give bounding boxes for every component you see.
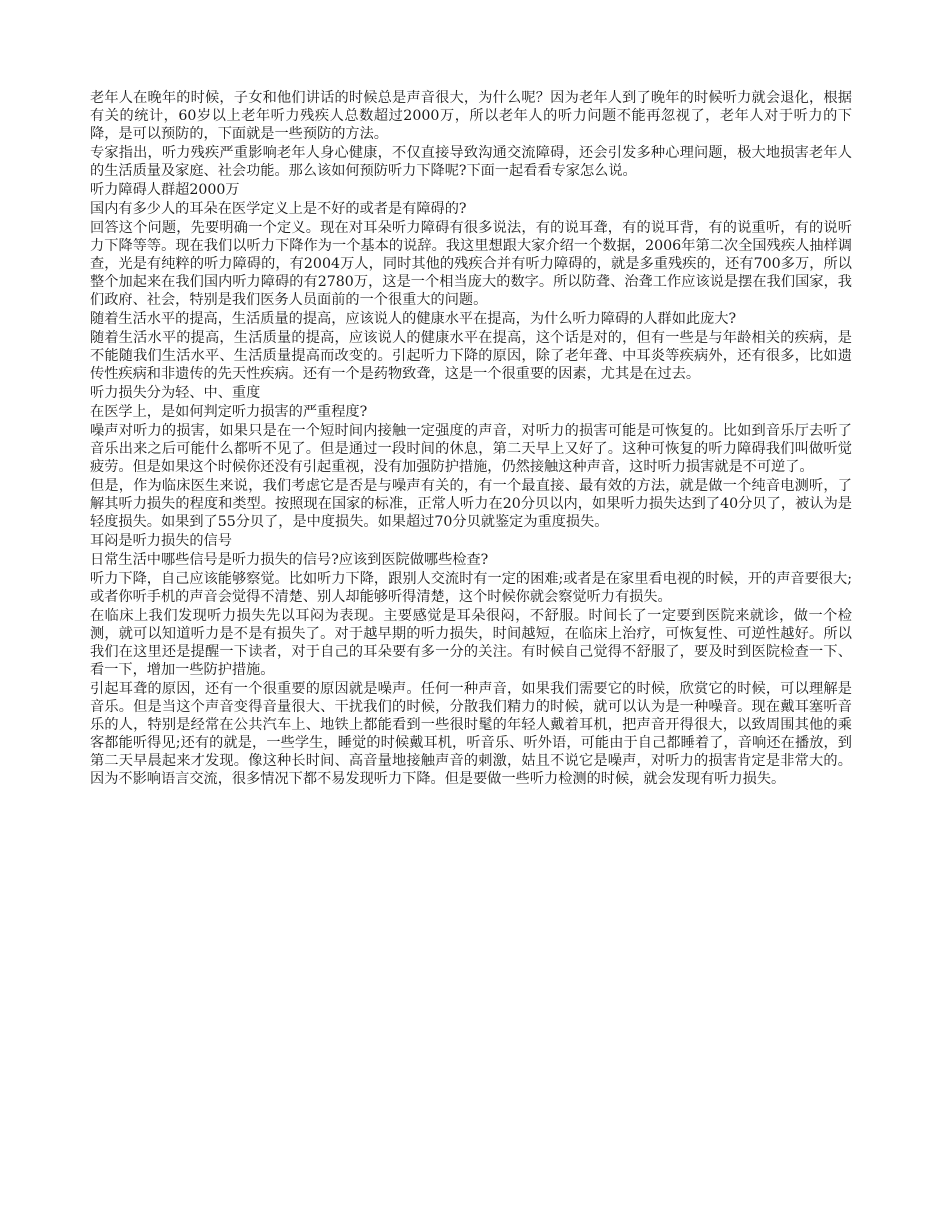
question-paragraph: 在医学上，是如何判定听力损害的严重程度? <box>90 404 368 420</box>
section-heading-hearing-loss-levels: 听力损失分为轻、中、重度 <box>90 385 261 401</box>
article-body <box>90 89 852 789</box>
section-heading-ear-stuffiness-signal: 耳闷是听力损失的信号 <box>90 533 232 549</box>
answer-paragraph: 噪声对听力的损害，如果只是在一个短时间内接触一定强度的声音，对听力的损害可能是可恢复的。比如到音乐厅去听了音乐出来之后可能什么都听不见了。但是通过一段时间的休息，第二天早上又好了。这种可恢复的听力障碍我们叫做听觉疲劳。但是如果这个时候你还没有引起重视，没有加强防护措施，仍然接触这种声音，这时听力损害就是不可逆了。 <box>90 423 852 475</box>
question-paragraph: 随着生活水平的提高，生活质量的提高，应该说人的健康水平在提高，为什么听力障碍的人群如此庞大? <box>90 311 737 327</box>
answer-paragraph: 在临床上我们发现听力损失先以耳闷为表现。主要感觉是耳朵很闷，不舒服。时间长了一定要到医院来就诊，做一个检测，就可以知道听力是不是有损失了。对于越早期的听力损失，时间越短，在临床上治疗，可恢复性、可逆性越好。所以我们在这里还是提醒一下读者，对于自己的耳朵要有多一分的关注。有时候自己觉得不舒服了，要及时到医院检查一下、看一下，增加一些防护措施。 <box>90 608 852 678</box>
section-heading-hearing-impaired-population: 听力障碍人群超2000万 <box>90 182 240 198</box>
answer-paragraph: 听力下降，自己应该能够察觉。比如听力下降，跟别人交流时有一定的困难;或者是在家里看电视的时候，开的声音要很大;或者你听手机的声音会觉得不清楚、别人却能够听得清楚，这个时候你就会察觉听力有损失。 <box>90 571 852 605</box>
intro-paragraph: 老年人在晚年的时候，子女和他们讲话的时候总是声音很大，为什么呢？因为老年人到了晚年的时候听力就会退化，根据有关的统计，60岁以上老年听力残疾人总数超过2000万，所以老年人的听力问题不能再忽视了，老年人对于听力的下降，是可以预防的，下面就是一些预防的方法。 <box>90 90 852 142</box>
answer-paragraph: 随着生活水平的提高，生活质量的提高，应该说人的健康水平在提高，这个话是对的，但有一些是与年龄相关的疾病，是不能随我们生活水平、生活质量提高而改变的。引起听力下降的原因，除了老年聋、中耳炎等疾病外，还有很多，比如遗传性疾病和非遗传的先天性疾病。还有一个是药物致聋，这是一个很重要的因素，尤其是在过去。 <box>90 330 852 382</box>
expert-paragraph: 专家指出，听力残疾严重影响老年人身心健康，不仅直接导致沟通交流障碍，还会引发多种心理问题，极大地损害老年人的生活质量及家庭、社会功能。那么该如何预防听力下降呢?下面一起看看专家怎么说。 <box>90 145 852 179</box>
answer-paragraph: 回答这个问题，先要明确一个定义。现在对耳朵听力障碍有很多说法，有的说耳聋，有的说耳背，有的说重听，有的说听力下降等等。现在我们以听力下降作为一个基本的说辞。我这里想跟大家介绍一个数据，2006年第二次全国残疾人抽样调查，光是有纯粹的听力障碍的，有2004万人，同时其他的残疾合并有听力障碍的，就是多重残疾的，还有700多万，所以整个加起来在我们国内听力障碍的有2780万，这是一个相当庞大的数字。所以防聋、治聋工作应该说是摆在我们国家，我们政府、社会，特别是我们医务人员面前的一个很重大的问题。 <box>90 220 852 308</box>
answer-paragraph: 引起耳聋的原因，还有一个很重要的原因就是噪声。任何一种声音，如果我们需要它的时候，欣赏它的时候，可以理解是音乐。但是当这个声音变得音量很大、干扰我们的时候，分散我们精力的时候，就可以认为是一种噪音。现在戴耳塞听音乐的人，特别是经常在公共汽车上、地铁上都能看到一些很时髦的年轻人戴着耳机，把声音开得很大，以致周围其他的乘客都能听得见;还有的就是，一些学生，睡觉的时候戴耳机，听音乐、听外语，可能由于自己都睡着了，音响还在播放，到第二天早晨起来才发现。像这种长时间、高音量地接触声音的刺激，姑且不说它是噪声，对听力的损害肯定是非常大的。因为不影响语言交流，很多情况下都不易发现听力下降。但是要做一些听力检测的时候，就会发现有听力损失。 <box>90 681 852 787</box>
question-paragraph: 日常生活中哪些信号是听力损失的信号?应该到医院做哪些检查? <box>90 552 489 568</box>
question-paragraph: 国内有多少人的耳朵在医学定义上是不好的或者是有障碍的? <box>90 201 467 217</box>
answer-paragraph: 但是，作为临床医生来说，我们考虑它是否是与噪声有关的，有一个最直接、最有效的方法，就是做一个纯音电测听，了解其听力损失的程度和类型。按照现在国家的标准，正常人听力在20分贝以内，如果听力损失达到了40分贝了，被认为是轻度损失。如果到了55分贝了，是中度损失。如果超过70分贝就鉴定为重度损失。 <box>90 478 852 530</box>
